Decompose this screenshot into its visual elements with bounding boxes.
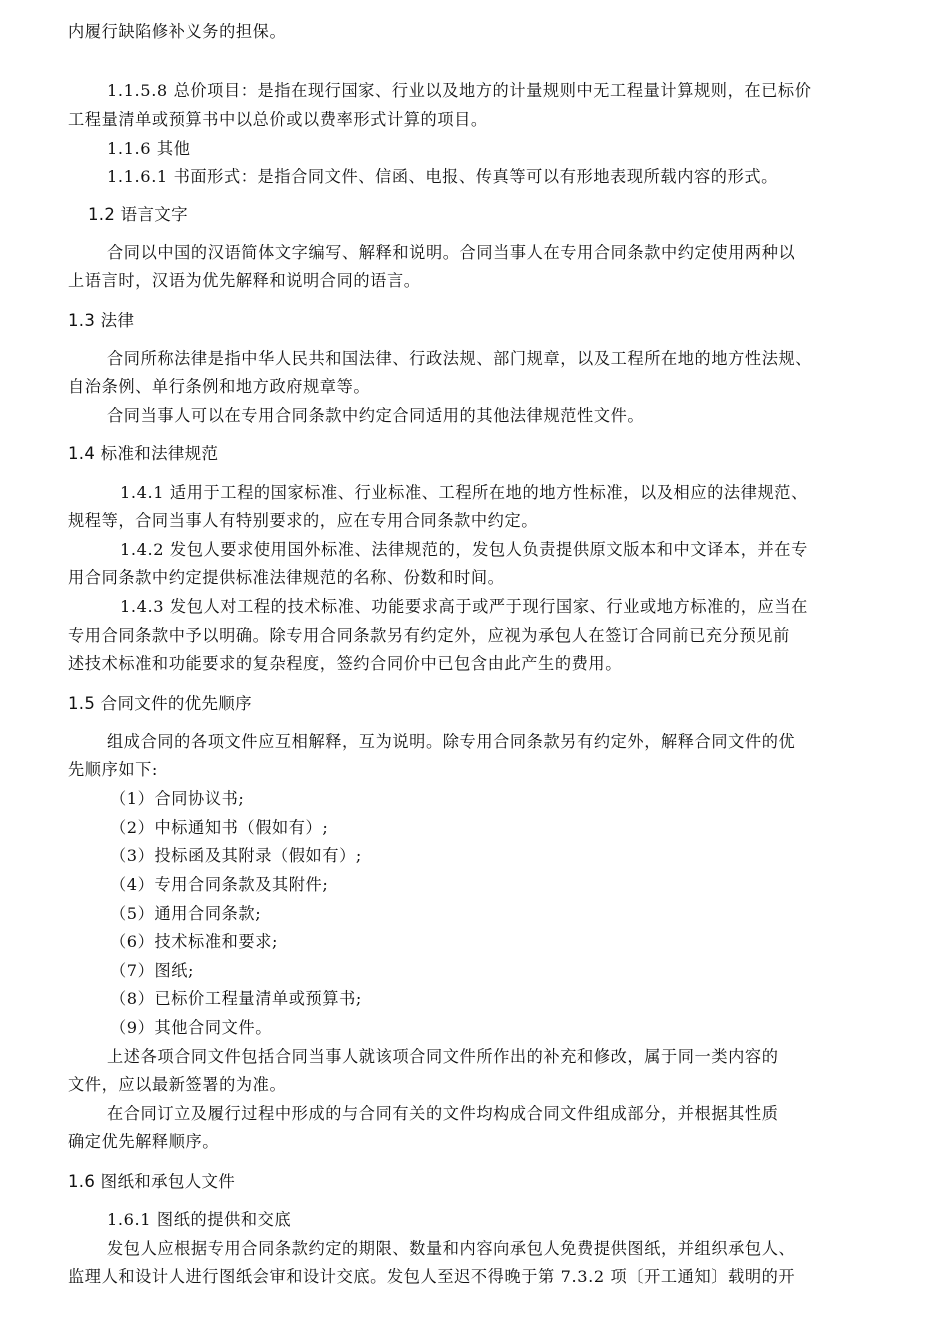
- list-item: （7）图纸;: [110, 961, 195, 980]
- paragraph-line: 合同所称法律是指中华人民共和国法律、行政法规、部门规章，以及工程所在地的地方性法规、: [107, 349, 813, 368]
- clause-1-4-2: 1.4.2 发包人要求使用国外标准、法律规范的，发包人负责提供原文版本和中文译本，并在专: [120, 540, 808, 559]
- section-heading-1-5: 1.5 合同文件的优先顺序: [68, 694, 252, 713]
- list-item: （9）其他合同文件。: [110, 1018, 272, 1037]
- paragraph-line: 内履行缺陷修补义务的担保。: [68, 22, 287, 41]
- list-item: （1）合同协议书;: [110, 789, 245, 808]
- paragraph-line: 规程等，合同当事人有特别要求的，应在专用合同条款中约定。: [68, 511, 539, 530]
- paragraph-line: 先顺序如下:: [68, 760, 158, 779]
- paragraph-line: 组成合同的各项文件应互相解释，互为说明。除专用合同条款另有约定外，解释合同文件的优: [107, 732, 796, 751]
- list-item: （2）中标通知书（假如有）;: [110, 818, 329, 837]
- clause-1-4-3: 1.4.3 发包人对工程的技术标准、功能要求高于或严于现行国家、行业或地方标准的，应当在: [120, 597, 808, 616]
- paragraph-line: 监理人和设计人进行图纸会审和设计交底。发包人至迟不得晚于第 7.3.2 项〔开工通知〕载明的开: [68, 1267, 796, 1286]
- list-item: （3）投标函及其附录（假如有）;: [110, 846, 362, 865]
- clause-1-1-6-1: 1.1.6.1 书面形式：是指合同文件、信函、电报、传真等可以有形地表现所载内容的形式。: [107, 167, 778, 186]
- section-heading-1-2: 1.2 语言文字: [88, 205, 188, 224]
- clause-1-6-1-heading: 1.6.1 图纸的提供和交底: [107, 1210, 292, 1229]
- paragraph-line: 工程量清单或预算书中以总价或以费率形式计算的项目。: [68, 110, 488, 129]
- paragraph-line: 文件，应以最新签署的为准。: [68, 1075, 287, 1094]
- clause-1-1-5-8: 1.1.5.8 总价项目：是指在现行国家、行业以及地方的计量规则中无工程量计算规则，在已标价: [107, 81, 812, 100]
- paragraph-line: 在合同订立及履行过程中形成的与合同有关的文件均构成合同文件组成部分，并根据其性质: [107, 1104, 779, 1123]
- paragraph-line: 上语言时，汉语为优先解释和说明合同的语言。: [68, 271, 421, 290]
- list-item: （8）已标价工程量清单或预算书;: [110, 989, 362, 1008]
- section-heading-1-6: 1.6 图纸和承包人文件: [68, 1172, 236, 1191]
- section-heading-1-3: 1.3 法律: [68, 311, 135, 330]
- list-item: （6）技术标准和要求;: [110, 932, 279, 951]
- paragraph-line: 自治条例、单行条例和地方政府规章等。: [68, 377, 371, 396]
- paragraph-line: 合同以中国的汉语简体文字编写、解释和说明。合同当事人在专用合同条款中约定使用两种以: [107, 243, 796, 262]
- paragraph-line: 确定优先解释顺序。: [68, 1132, 220, 1151]
- paragraph-line: 发包人应根据专用合同条款约定的期限、数量和内容向承包人免费提供图纸，并组织承包人、: [107, 1239, 796, 1258]
- paragraph-line: 述技术标准和功能要求的复杂程度，签约合同价中已包含由此产生的费用。: [68, 654, 622, 673]
- paragraph-line: 上述各项合同文件包括合同当事人就该项合同文件所作出的补充和修改，属于同一类内容的: [107, 1047, 779, 1066]
- clause-1-4-1: 1.4.1 适用于工程的国家标准、行业标准、工程所在地的地方性标准，以及相应的法律规范、: [120, 483, 808, 502]
- paragraph-line: 用合同条款中约定提供标准法律规范的名称、份数和时间。: [68, 568, 505, 587]
- section-heading-1-4: 1.4 标准和法律规范: [68, 444, 219, 463]
- list-item: （5）通用合同条款;: [110, 904, 262, 923]
- paragraph-line: 合同当事人可以在专用合同条款中约定合同适用的其他法律规范性文件。: [107, 406, 645, 425]
- paragraph-line: 专用合同条款中予以明确。除专用合同条款另有约定外，应视为承包人在签订合同前已充分预见前: [68, 626, 790, 645]
- list-item: （4）专用合同条款及其附件;: [110, 875, 329, 894]
- clause-1-1-6-heading: 1.1.6 其他: [107, 139, 191, 158]
